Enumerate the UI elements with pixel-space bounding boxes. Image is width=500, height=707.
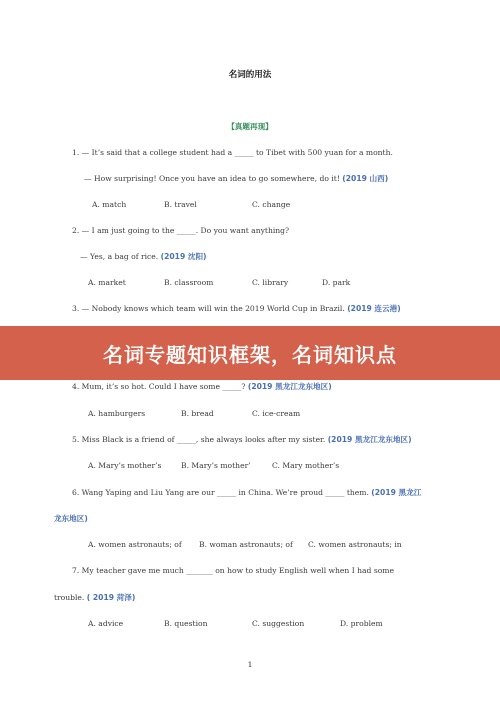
question-2-option: A. market — [88, 278, 126, 287]
question-2-source: (2019 沈阳) — [160, 252, 207, 261]
question-4-text — [72, 382, 332, 392]
question-6-source-continued: 龙东地区) — [54, 514, 88, 523]
title-banner — [0, 326, 500, 380]
question-5-text-body: 5. Miss Black is a friend of _____, she always looks after my sister. — [72, 435, 326, 444]
question-7-continued — [54, 593, 135, 603]
question-7-option: D. problem — [340, 619, 383, 628]
question-3-source: (2019 连云港) — [347, 304, 401, 313]
question-6-option: C. women astronauts; in — [308, 540, 402, 549]
question-7-option: A. advice — [88, 619, 124, 628]
question-5-option: B. Mary’s mother’ — [181, 461, 251, 470]
question-1-reply-text: — How surprising! Once you have an idea to go somewhere, do it! — [84, 174, 340, 183]
question-5-text — [72, 435, 412, 445]
question-1-option: B. travel — [164, 200, 197, 209]
banner-title: 名词专题知识框架，名词知识点 — [103, 342, 397, 367]
document-title: 名词的用法 — [228, 70, 272, 80]
question-1-option: C. change — [252, 200, 291, 209]
question-6-option: A. women astronauts; of — [88, 540, 182, 549]
question-7-source: ( 2019 菏泽) — [86, 593, 136, 602]
question-6-text — [72, 488, 421, 498]
question-7-text: 7. My teacher gave me much _______ on how to study English well when I had some — [72, 566, 395, 575]
question-1-reply — [84, 174, 388, 184]
question-7-continued-text: trouble. — [54, 593, 85, 602]
question-3-text — [72, 304, 401, 314]
question-4-option: A. hamburgers — [88, 409, 146, 418]
question-2-option: C. library — [252, 278, 289, 287]
question-5-source: (2019 黑龙江龙东地区) — [327, 435, 412, 444]
question-5-option: A. Mary’s mother’s — [88, 461, 162, 470]
question-2-text: 2. — I am just going to the _____. Do you want anything? — [72, 226, 290, 235]
question-6-text-body: 6. Wang Yaping and Liu Yang are our _____ in China. We’re proud _____ them. — [72, 488, 369, 497]
question-2-option: D. park — [322, 278, 351, 287]
question-4-option: B. bread — [181, 409, 214, 418]
page-number: 1 — [247, 660, 253, 669]
question-4-option: C. ice-cream — [252, 409, 301, 418]
question-3-text-body: 3. — Nobody knows which team will win the 2019 World Cup in Brazil. — [72, 304, 345, 313]
section-heading: 【真题再现】 — [227, 122, 273, 131]
question-1-option: A. match — [92, 200, 127, 209]
question-1-source: (2019 山西) — [342, 174, 389, 183]
question-6-source: (2019 黑龙江 — [371, 488, 422, 497]
question-1-text: 1. — It’s said that a college student had a _____ to Tibet with 500 yuan for a month. — [72, 148, 393, 157]
question-7-option: B. question — [164, 619, 208, 628]
question-7-option: C. suggestion — [252, 619, 305, 628]
question-2-reply-text: — Yes, a bag of rice. — [80, 252, 159, 261]
question-5-option: C. Mary mother’s — [272, 461, 340, 470]
question-2-option: B. classroom — [164, 278, 214, 287]
question-4-source: (2019 黑龙江龙东地区) — [247, 382, 332, 391]
question-2-reply — [80, 252, 207, 262]
question-4-text-body: 4. Mum, it’s so hot. Could I have some _____? — [72, 382, 246, 391]
question-6-option: B. woman astronauts; of — [199, 540, 293, 549]
